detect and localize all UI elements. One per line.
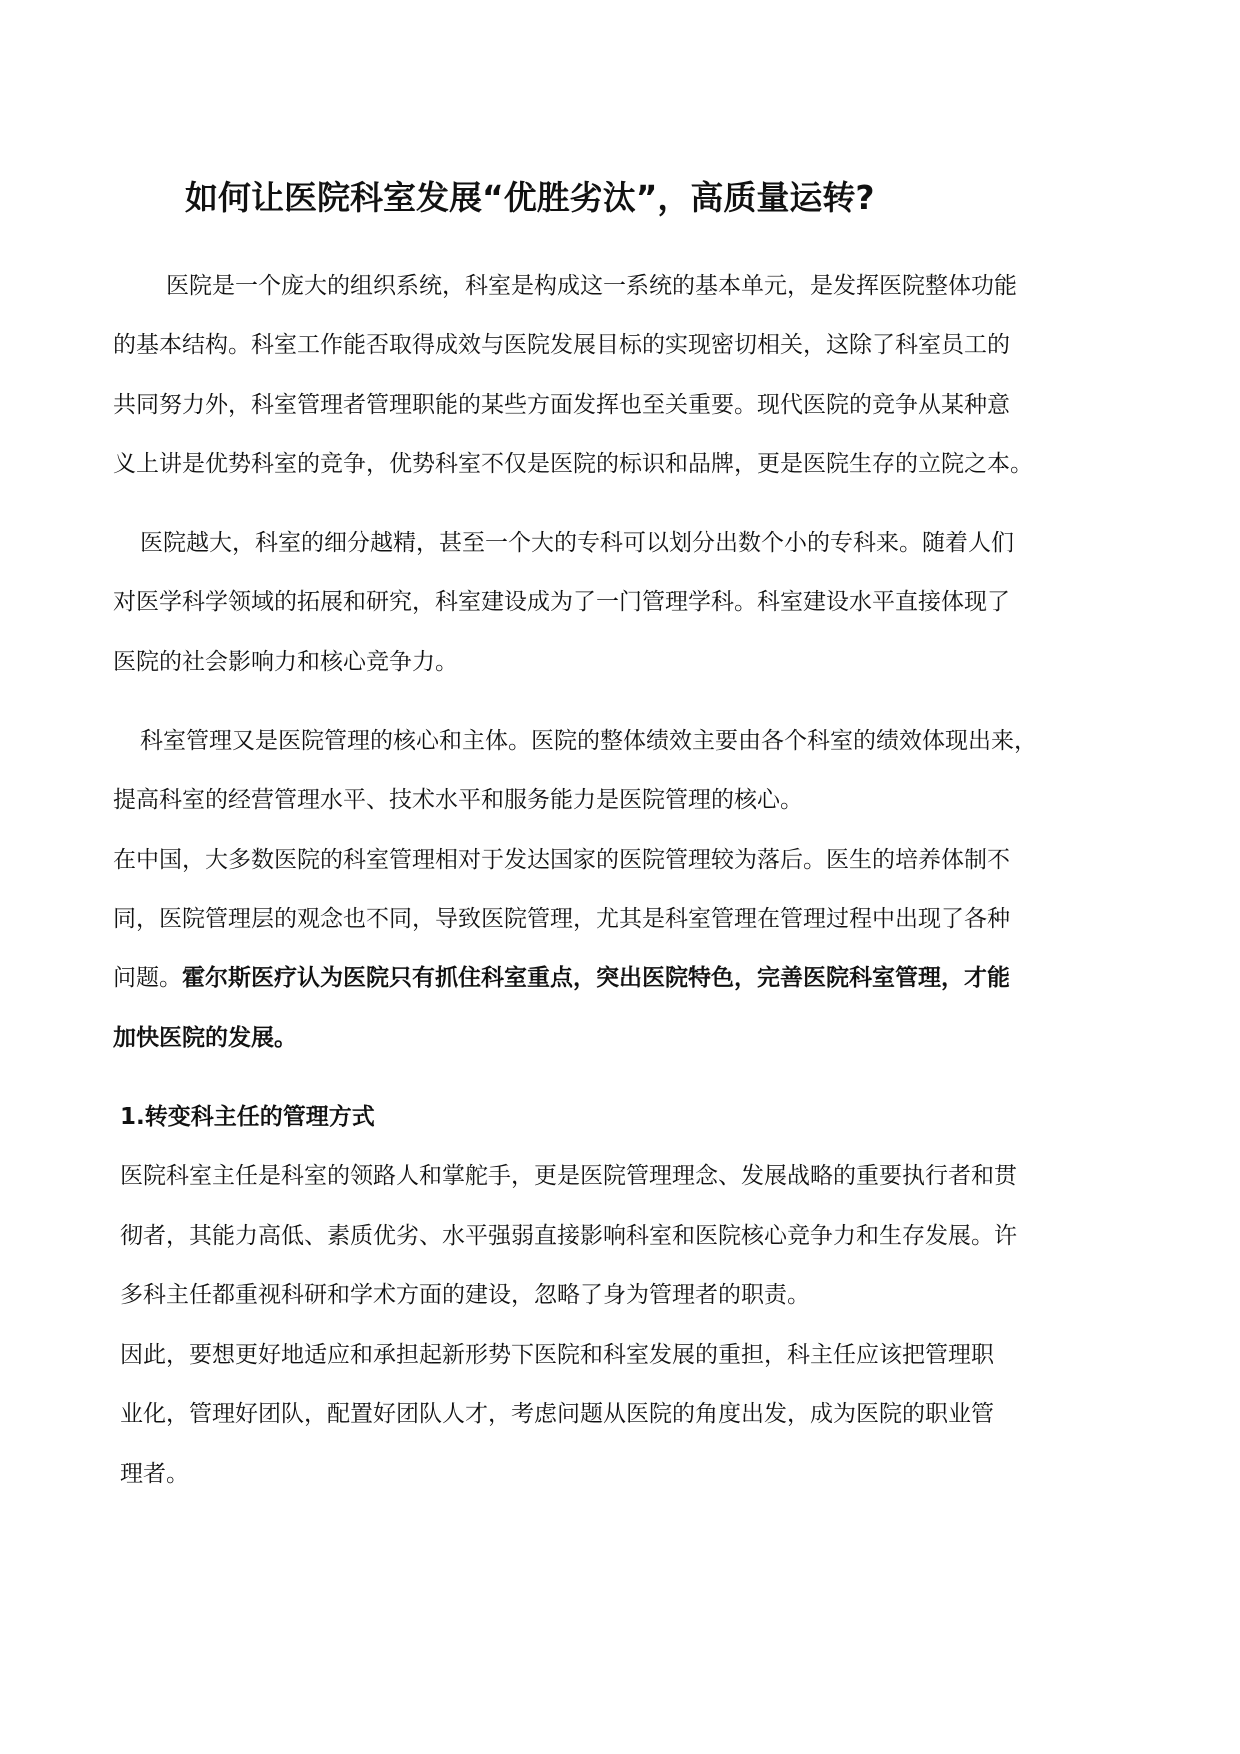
section-1-paragraph-1-line-1: 医院科室主任是科室的领路人和掌舵手，更是医院管理理念、发展战略的重要执行者和贯: [120, 1163, 1017, 1189]
paragraph-1-line-3: 共同努力外，科室管理者管理职能的某些方面发挥也至关重要。现代医院的竞争从某种意: [113, 392, 1010, 418]
paragraph-3-line-1: 科室管理又是医院管理的核心和主体。医院的整体绩效主要由各个科室的绩效体现出来，: [140, 728, 1037, 754]
paragraph-4-line-1: 在中国，大多数医院的科室管理相对于发达国家的医院管理较为落后。医生的培养体制不: [113, 847, 1010, 873]
section-1-paragraph-1-line-2: 彻者，其能力高低、素质优劣、水平强弱直接影响科室和医院核心竞争力和生存发展。许: [120, 1223, 1017, 1249]
paragraph-1-line-2: 的基本结构。科室工作能否取得成效与医院发展目标的实现密切相关，这除了科室员工的: [113, 332, 1010, 358]
paragraph-4-emphasis-end: 加快医院的发展。: [113, 1025, 297, 1051]
paragraph-3-line-2: 提高科室的经营管理水平、技术水平和服务能力是医院管理的核心。: [113, 787, 803, 813]
paragraph-2-line-1: 医院越大，科室的细分越精，甚至一个大的专科可以划分出数个小的专科来。随着人们: [140, 530, 1014, 556]
paragraph-1-line-4: 义上讲是优势科室的竞争，优势科室不仅是医院的标识和品牌，更是医院生存的立院之本。: [113, 451, 1033, 477]
section-1-paragraph-1-line-3: 多科主任都重视科研和学术方面的建设，忽略了身为管理者的职责。: [120, 1282, 810, 1308]
paragraph-4-plain-text: 问题。: [113, 965, 182, 991]
document-title: 如何让医院科室发展“优胜劣汰”，高质量运转?: [185, 178, 875, 217]
paragraph-1-line-1: 医院是一个庞大的组织系统，科室是构成这一系统的基本单元，是发挥医院整体功能: [166, 273, 1017, 299]
paragraph-2-line-3: 医院的社会影响力和核心竞争力。: [113, 649, 458, 675]
paragraph-4-emphasis: 霍尔斯医疗认为医院只有抓住科室重点，突出医院特色，完善医院科室管理，才能: [182, 965, 1010, 991]
paragraph-2-line-2: 对医学科学领域的拓展和研究，科室建设成为了一门管理学科。科室建设水平直接体现了: [113, 589, 1010, 615]
section-1-paragraph-2-line-2: 业化，管理好团队，配置好团队人才，考虑问题从医院的角度出发，成为医院的职业管: [120, 1401, 994, 1427]
paragraph-4-line-3: [113, 958, 1010, 998]
section-1-paragraph-2-line-1: 因此，要想更好地适应和承担起新形势下医院和科室发展的重担，科主任应该把管理职: [120, 1342, 994, 1368]
section-1-paragraph-2-line-3: 理者。: [120, 1461, 189, 1487]
paragraph-4-line-2: 同，医院管理层的观念也不同，导致医院管理，尤其是科室管理在管理过程中出现了各种: [113, 906, 1010, 932]
section-1-heading: 1.转变科主任的管理方式: [120, 1104, 375, 1130]
